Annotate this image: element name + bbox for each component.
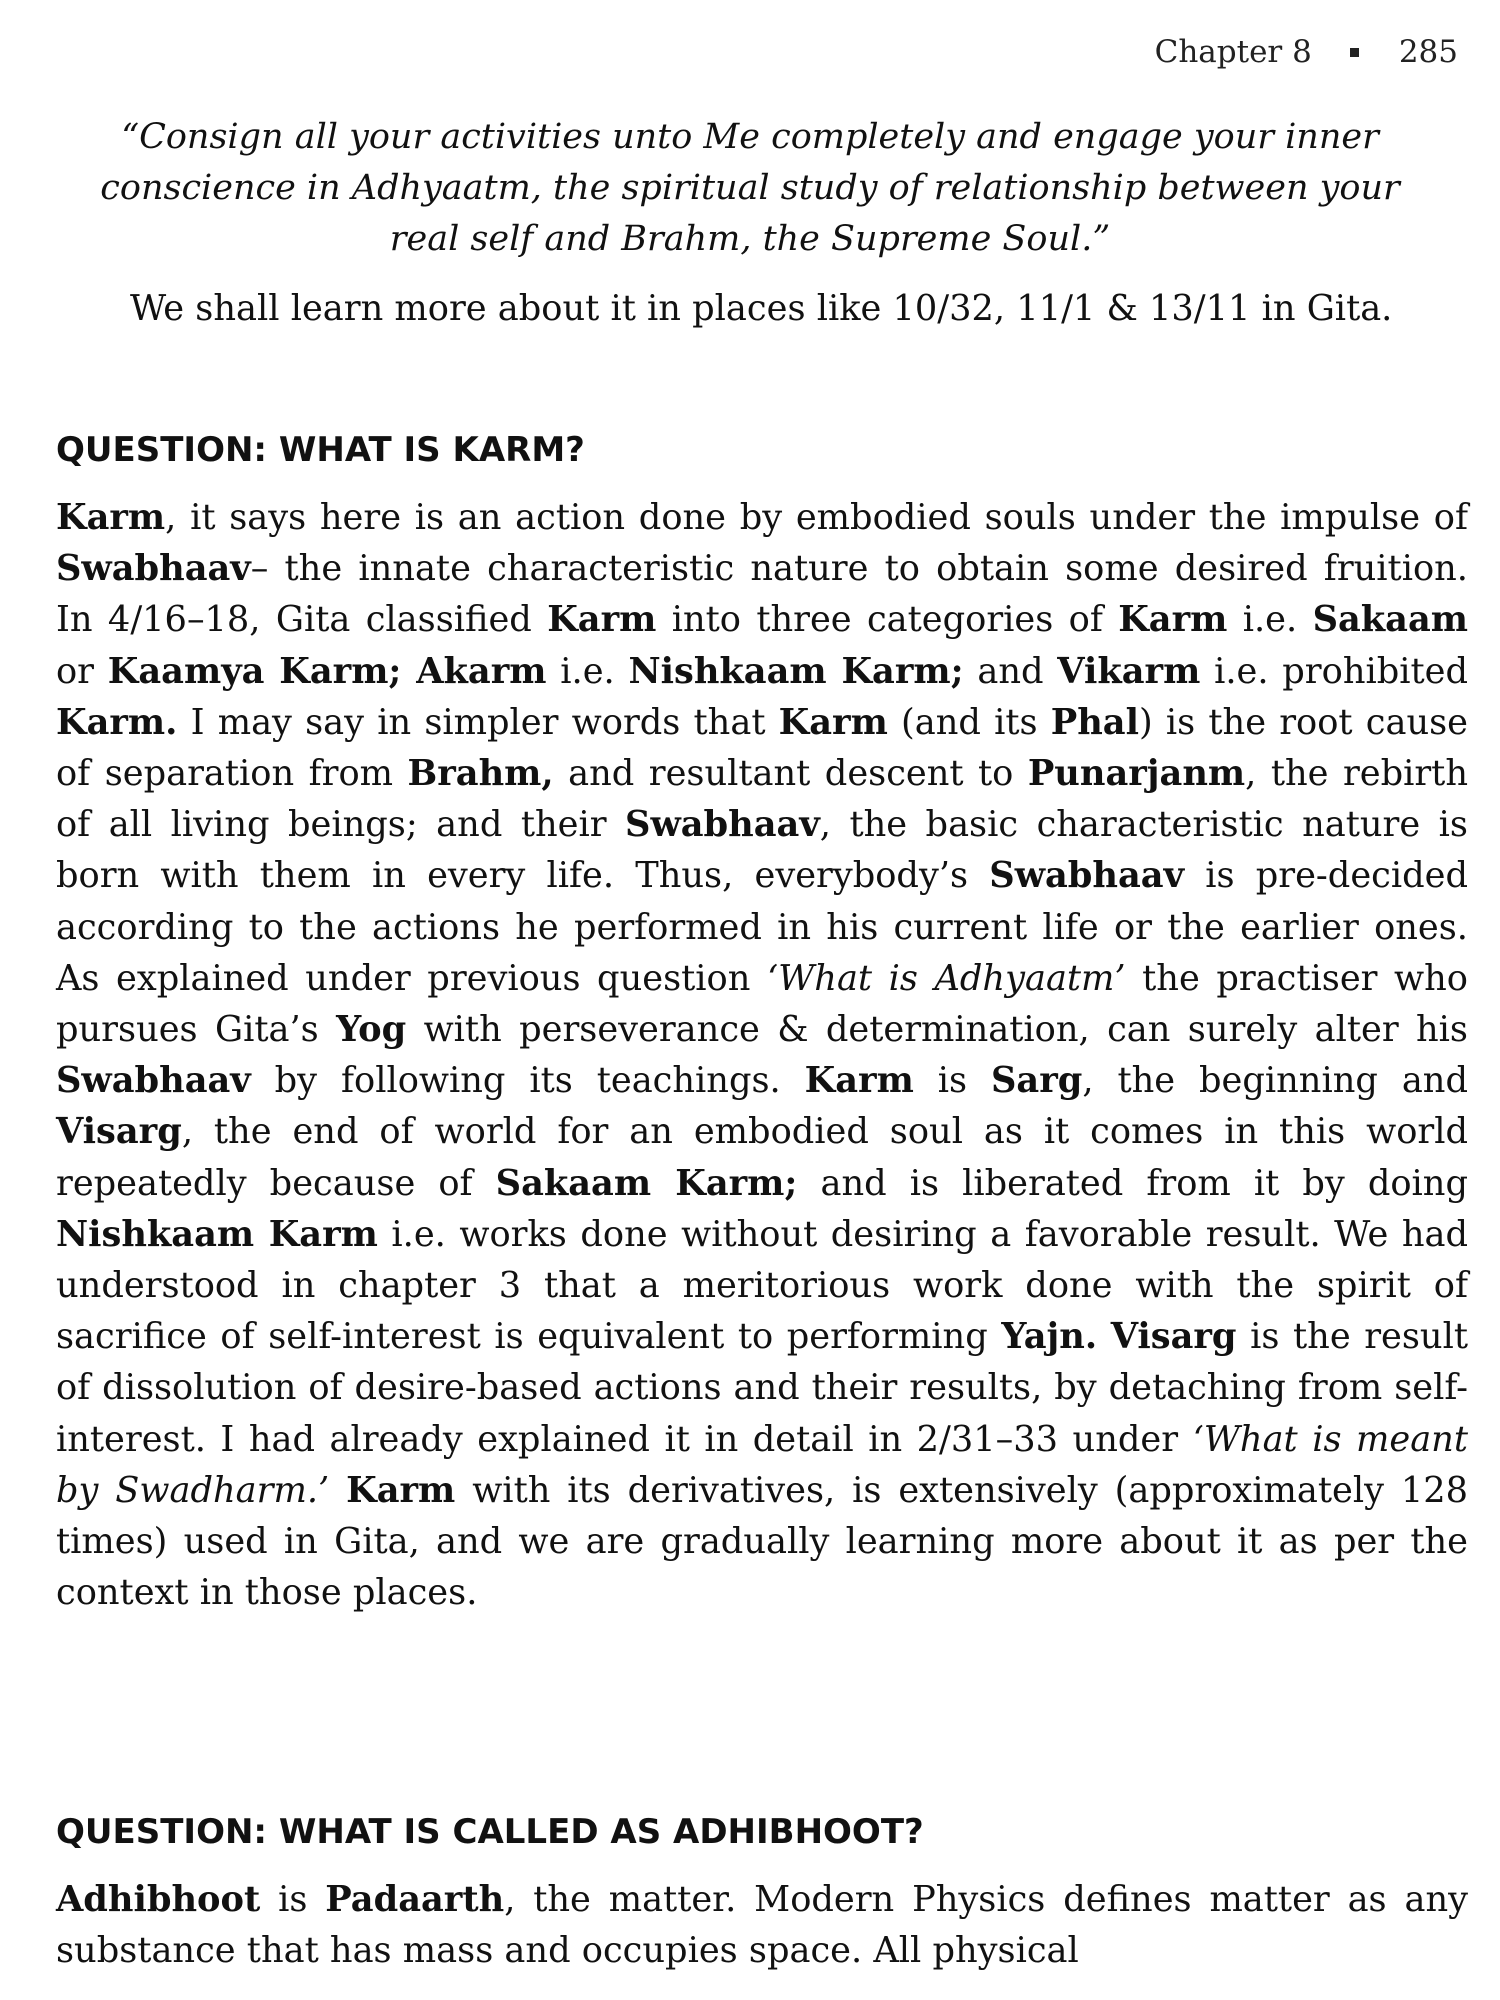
bold-term: Karm. xyxy=(56,701,178,743)
bold-term: Swabhaav xyxy=(625,804,820,846)
bold-term: Sarg xyxy=(991,1060,1083,1102)
chapter-label: Chapter 8 xyxy=(1154,34,1312,70)
bold-term: Brahm, xyxy=(407,753,554,795)
section-heading-adhibhoot: QUESTION: WHAT IS CALLED AS ADHIBHOOT? xyxy=(56,1812,924,1852)
text-run: with its derivatives, is extensively (approximately 128 times) used in Gita, and we are gradually learning more about it as per the context in those places. xyxy=(56,1469,1469,1614)
bold-term: Swabhaav xyxy=(56,1060,251,1102)
text-run: i.e. prohibited xyxy=(1200,650,1468,692)
bold-term: Sakaam xyxy=(1312,599,1468,641)
bold-term: Yajn. xyxy=(1001,1316,1098,1358)
text-run: , the end of world for an embodied soul as it comes in this world repeatedly because of xyxy=(56,1111,1468,1204)
text-run: is xyxy=(260,1879,326,1920)
text-run: and xyxy=(963,650,1058,692)
bold-term: Yog xyxy=(336,1009,407,1051)
bold-term: Sakaam Karm; xyxy=(495,1162,798,1204)
text-run: with perseverance & determination, can surely alter his xyxy=(406,1009,1468,1051)
text-run: is the result of dissolution of desire-based actions and their results, by detaching from self-interest. I had already explained it in detail in 2/31–33 under xyxy=(56,1316,1468,1460)
text-run: ) is the root cause of separation from xyxy=(56,701,1468,795)
text-run: into three categories of xyxy=(656,599,1119,641)
text-run: and is liberated from it by doing xyxy=(797,1162,1468,1204)
bold-term: Swabhaav xyxy=(989,855,1185,897)
text-run: , the matter. Modern Physics defines matter as any substance that has mass and occupies space. All physical xyxy=(56,1879,1468,1972)
bold-term: Karm xyxy=(346,1469,456,1511)
italic-phrase: ‘What is meant by Swadharm.’ xyxy=(56,1418,1468,1511)
text-run: I may say in simpler words that xyxy=(177,701,779,743)
text-run: by following its teachings. xyxy=(250,1060,805,1102)
adhibhoot-paragraph xyxy=(56,1874,1468,1976)
bold-term: Karm xyxy=(804,1060,914,1102)
text-run: the practiser who pursues Gita’s xyxy=(56,957,1468,1051)
text-run: and resultant descent to xyxy=(553,753,1028,795)
text-run: i.e. xyxy=(1227,599,1313,641)
page-number: 285 xyxy=(1398,34,1458,70)
bold-term: Adhibhoot xyxy=(56,1879,261,1920)
italic-phrase: ‘What is Adhyaatm’ xyxy=(766,957,1126,999)
text-run: – the innate characteristic nature to obtain some desired fruition. In 4/16–18, Gita classified xyxy=(56,548,1468,641)
section-heading-karm: QUESTION: WHAT IS KARM? xyxy=(56,430,585,470)
text-run: , the beginning and xyxy=(1082,1060,1468,1102)
bold-term: Padaarth xyxy=(325,1879,505,1920)
bold-term: Karm xyxy=(778,701,888,743)
bold-term: Visarg xyxy=(56,1111,182,1153)
text-run xyxy=(1097,1316,1111,1357)
text-run: , it says here is an action done by embodied souls under the impulse of xyxy=(165,497,1468,538)
text-run xyxy=(329,1470,346,1511)
text-run: i.e. xyxy=(546,650,629,692)
bold-term: Visarg xyxy=(1110,1316,1237,1358)
bold-term: Vikarm xyxy=(1057,650,1201,692)
running-head xyxy=(1155,34,1458,70)
karm-paragraph xyxy=(56,492,1468,1618)
bold-term: Nishkaam Karm; xyxy=(628,650,964,692)
text-run: i.e. works done without desiring a favorable result. We had understood in chapter 3 that a meritorious work done with the spirit of sacrifice of self-interest is equivalent to performing xyxy=(56,1213,1468,1358)
text-run: , the basic characteristic nature is born with them in every life. Thus, everybody’s xyxy=(56,804,1468,897)
intro-paragraph: We shall learn more about it in places like 10/32, 11/1 & 13/11 in Gita. xyxy=(130,288,1393,329)
text-run: , the rebirth of all living beings; and their xyxy=(56,753,1468,846)
gita-quote: “Consign all your activities unto Me completely and engage your inner conscience in Adhyaatm, the spiritual study of relationship between your real self and Brahm, the Supreme Soul.” xyxy=(100,117,1400,259)
bold-term: Karm xyxy=(547,599,657,641)
text-run: or xyxy=(56,650,108,692)
bold-term: Swabhaav xyxy=(56,548,251,590)
bold-term: Kaamya Karm; Akarm xyxy=(107,650,547,692)
bullet-separator-icon xyxy=(1350,48,1359,57)
bold-term: Karm xyxy=(56,497,166,538)
text-run: (and its xyxy=(887,701,1051,743)
bold-term: Nishkaam Karm xyxy=(56,1213,378,1255)
text-run: is xyxy=(913,1060,991,1102)
text-run: is pre-decided according to the actions he performed in his current life or the earlier ones. As explained under previous question xyxy=(56,855,1468,999)
bold-term: Punarjanm xyxy=(1027,753,1246,795)
bold-term: Karm xyxy=(1118,599,1228,641)
bold-term: Phal xyxy=(1050,701,1139,743)
